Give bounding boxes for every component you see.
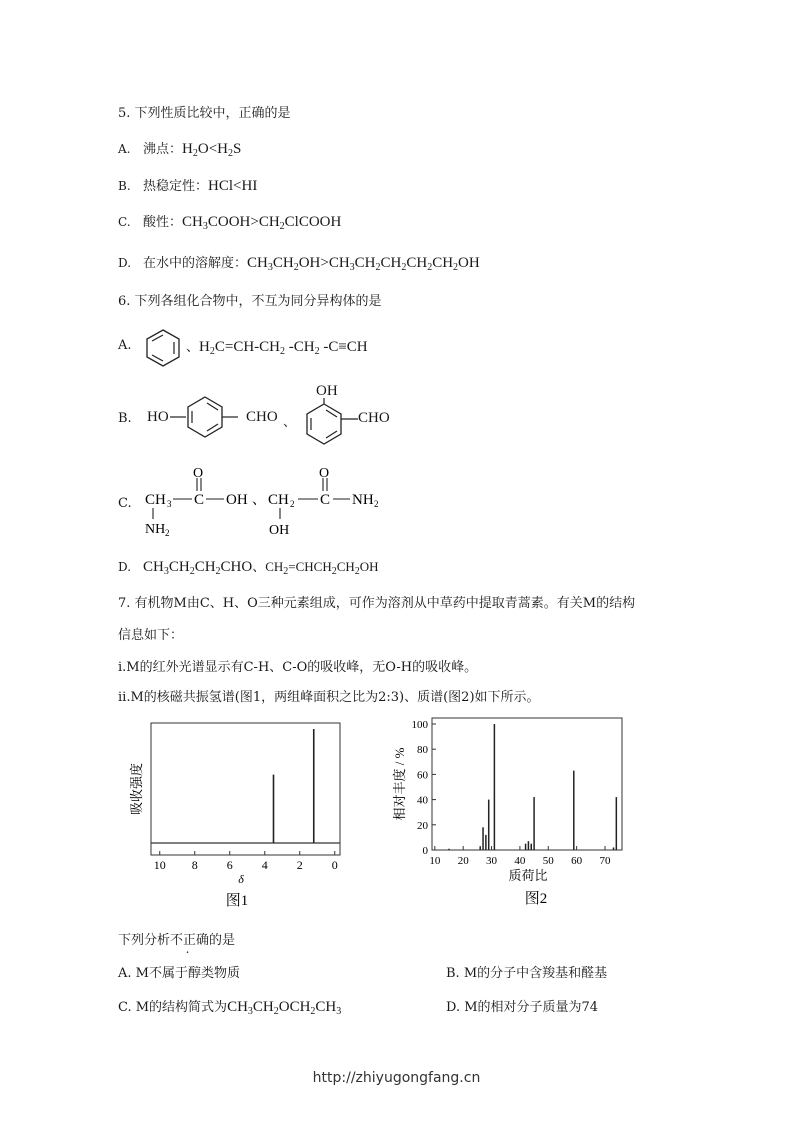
ms-ytick-label-0: 0 (422, 845, 428, 857)
q6-d-sep: 、 (252, 560, 266, 575)
ms-ytick-label-4: 80 (417, 744, 428, 757)
phenol-ring-icon (170, 392, 250, 442)
q7-info-1: ⅰ.M的红外光谱显示有C-H、C-O的吸收峰，无O-H的吸收峰。 (118, 660, 478, 675)
q6-b-oh: OH (316, 383, 338, 399)
q7-option-c (118, 996, 341, 1017)
footer-url: http://zhiyugongfang.cn (312, 1070, 481, 1086)
ms-xtick-label-1: 20 (457, 855, 469, 867)
q5-a-label: A. (118, 142, 131, 156)
q7-question-emphasis: 不正确 (170, 933, 210, 948)
ms-ytick-label-1: 20 (417, 819, 428, 832)
q5-option-b (118, 175, 257, 195)
ms-xtick-label-5: 60 (571, 855, 583, 867)
q7-question-post: 的是 (209, 933, 236, 948)
nmr-xtick-label-3: 4 (261, 858, 268, 872)
mass-spectrum-chart (390, 712, 635, 912)
nmr-xtick-label-0: 10 (153, 858, 166, 872)
svg-text:2: 2 (165, 528, 170, 538)
q5-d-formula: $CH_3CH_2OH>CH_3CH_2CH_2CH_2CH_2OH$ (247, 255, 480, 273)
nmr-xlabel: δ (238, 872, 244, 886)
ms-xtick-label-0: 10 (429, 855, 441, 867)
ms-ytick-label-3: 60 (417, 769, 428, 782)
q5-c-label: C. (118, 215, 131, 229)
q6-c-structures (140, 464, 390, 542)
q7-option-b: B. M的分子中含羧基和醛基 (446, 966, 608, 981)
q6-b-sep: 、 (283, 415, 297, 430)
q5-stem: 5. 下列性质比较中，正确的是 (118, 106, 291, 121)
svg-text:3: 3 (167, 499, 172, 509)
q7-info-2: ⅱ.M的核磁共振氢谱(图1，两组峰面积之比为2:3)、质谱(图2)如下所示。 (118, 690, 540, 705)
q7-stem-line1: 7. 有机物M由C、H、O三种元素组成，可作为溶剂从中草药中提取青蒿素。有关M的结构 (118, 596, 636, 611)
ms-ytick-label-2: 40 (417, 794, 428, 807)
benzene-ring-icon (142, 326, 184, 370)
nmr-spectrum-chart (125, 715, 355, 910)
q6-stem: 6. 下列各组化合物中，不互为同分异构体的是 (118, 294, 382, 309)
svg-text:2: 2 (290, 499, 295, 509)
ms-xtick-label-3: 40 (514, 855, 526, 867)
q7-question-pre: 下列分析 (118, 933, 171, 948)
nmr-ylabel: 吸收强度 (129, 762, 144, 816)
q6-a-chain: $H_2C=CH-CH_2$ $-CH_2$ -C≡CH (199, 339, 368, 357)
nmr-plot-frame (151, 723, 340, 855)
svg-text:、: 、 (252, 493, 266, 508)
svg-text:NH: NH (145, 522, 166, 537)
q5-b-label: B. (118, 179, 131, 193)
q6-c-label: C. (118, 496, 132, 511)
q6-a-formula (186, 336, 368, 357)
svg-text:CH: CH (268, 492, 289, 508)
nmr-xtick-label-4: 2 (296, 858, 303, 872)
q6-c-carbon2: C (320, 492, 331, 508)
nmr-title: 图1 (225, 893, 249, 909)
ms-xtick-label-2: 30 (486, 855, 498, 867)
ms-xtick-label-6: 70 (599, 855, 611, 867)
q6-a-label: A. (118, 338, 132, 353)
ms-ylabel: 相对丰度 / % (392, 747, 407, 821)
q7-question (118, 929, 235, 948)
q7-option-c-formula: $CH_3CH_2OCH_2CH_3$ (227, 999, 342, 1017)
q6-b-ho: HO (147, 409, 169, 425)
ms-plot-frame (432, 718, 622, 850)
svg-text:NH: NH (352, 492, 374, 508)
q7-stem-line2: 信息如下： (118, 628, 184, 643)
q6-a-sep: 、 (186, 340, 200, 355)
q7-option-c-prefix: C. M的结构简式为 (118, 1000, 228, 1015)
nmr-xtick-label-1: 8 (191, 858, 198, 872)
q5-c-prefix: 酸性： (143, 215, 183, 230)
q5-option-d (118, 252, 480, 273)
q5-b-prefix: 热稳定性： (143, 179, 209, 194)
q6-b-label: B. (118, 411, 132, 426)
q5-option-a (118, 138, 241, 159)
q5-c-formula: $CH_3COOH>CH_2ClCOOH$ (182, 214, 342, 232)
q6-b-cho1: CHO (246, 409, 278, 425)
ms-ytick-label-5: 100 (411, 719, 428, 731)
q6-d-label: D. (118, 560, 132, 574)
q6-c-carbon1: C (194, 492, 205, 508)
q5-d-label: D. (118, 256, 132, 270)
q5-d-prefix: 在水中的溶解度： (143, 256, 248, 271)
q5-b-formula: HCl<HI (208, 178, 258, 194)
q7-option-d: D. M的相对分子质量为74 (446, 1000, 599, 1015)
q6-d-formula1: $CH_3CH_2CH_2CHO$ (143, 559, 253, 577)
q6-c-hydroxyl2: OH (269, 523, 290, 538)
q6-option-d (118, 556, 379, 577)
ms-xlabel: 质荷比 (508, 868, 548, 883)
q6-c-hydroxyl1: OH (226, 492, 248, 508)
q7-option-a: A. M不属于醇类物质 (118, 966, 240, 981)
ms-title: 图2 (524, 891, 548, 907)
q5-option-c (118, 211, 341, 232)
q6-c-oxygen2: O (319, 466, 330, 481)
q5-a-prefix: 沸点： (143, 142, 183, 157)
q6-d-formula2: $CH_2=CHCH_2CH_2OH$ (265, 559, 379, 577)
nmr-xtick-label-5: 0 (331, 858, 338, 872)
ms-xtick-label-4: 50 (542, 855, 554, 867)
salicylaldehyde-ring-icon (296, 398, 362, 448)
q6-c-oxygen1: O (193, 466, 204, 481)
q5-a-formula: $H_2O<H_2S$ (182, 141, 242, 159)
svg-text:CH: CH (145, 492, 166, 508)
q6-b-cho2: CHO (358, 410, 390, 426)
nmr-xtick-label-2: 6 (226, 858, 233, 872)
svg-text:2: 2 (374, 499, 379, 509)
